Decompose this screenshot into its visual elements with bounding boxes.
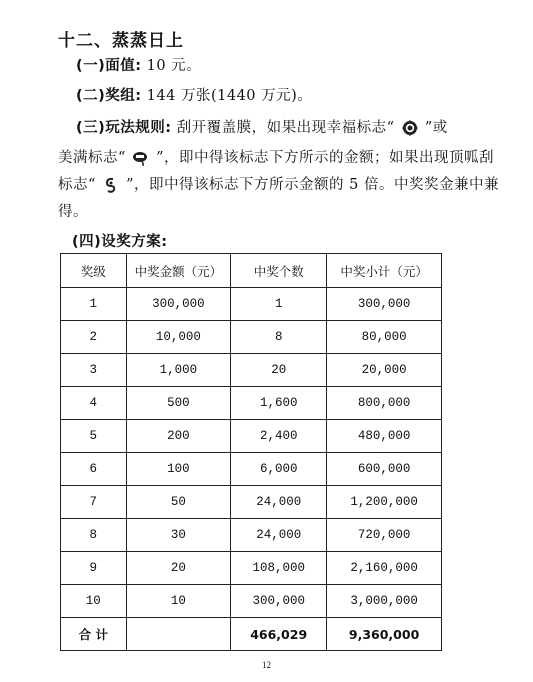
prize-level: 4 bbox=[61, 387, 127, 420]
prize-subtotal: 1,200,000 bbox=[327, 486, 442, 519]
prize-subtotal: 3,000,000 bbox=[327, 585, 442, 618]
total-count: 466,029 bbox=[231, 618, 327, 651]
rules-label: (三)玩法规则: bbox=[76, 120, 172, 136]
table-row bbox=[61, 387, 442, 420]
prize-amount: 100 bbox=[126, 453, 231, 486]
prize-count: 24,000 bbox=[231, 486, 327, 519]
prize-count: 20 bbox=[231, 354, 327, 387]
prize-amount: 30 bbox=[126, 519, 231, 552]
table-row bbox=[61, 321, 442, 354]
prize-level: 10 bbox=[61, 585, 127, 618]
rules-text-3a: 标志“ bbox=[58, 177, 96, 193]
prize-level: 7 bbox=[61, 486, 127, 519]
face-value-line bbox=[76, 56, 201, 76]
rules-line-1 bbox=[76, 118, 448, 138]
prize-count: 24,000 bbox=[231, 519, 327, 552]
prize-group-line bbox=[76, 86, 312, 106]
prize-count: 300,000 bbox=[231, 585, 327, 618]
prize-count: 2,400 bbox=[231, 420, 327, 453]
rules-line-4: 得。 bbox=[58, 204, 88, 220]
prize-subtotal: 480,000 bbox=[327, 420, 442, 453]
prize-group-value: 144 万张(1440 万元)。 bbox=[146, 88, 313, 104]
rules-line-3 bbox=[58, 175, 499, 195]
rules-text-2b: ”，即中得该标志下方所示的金额；如果出现顶呱刮 bbox=[156, 150, 495, 166]
prize-amount: 500 bbox=[126, 387, 231, 420]
header-count: 中奖个数 bbox=[231, 254, 327, 288]
rules-line-2 bbox=[58, 148, 494, 168]
prize-subtotal: 80,000 bbox=[327, 321, 442, 354]
fulfillment-symbol-icon bbox=[132, 150, 150, 166]
prize-amount: 10 bbox=[126, 585, 231, 618]
top-scratch-symbol-icon bbox=[102, 177, 120, 193]
prize-amount: 20 bbox=[126, 552, 231, 585]
section-heading: 十二、蒸蒸日上 bbox=[58, 31, 184, 51]
rules-text-1: 刮开覆盖膜，如果出现幸福标志“ bbox=[176, 120, 395, 136]
total-subtotal: 9,360,000 bbox=[327, 618, 442, 651]
prize-subtotal: 800,000 bbox=[327, 387, 442, 420]
prize-level: 3 bbox=[61, 354, 127, 387]
rules-text-2a: 美满标志“ bbox=[58, 150, 126, 166]
rules-text-1b: ”或 bbox=[424, 120, 448, 136]
header-amount: 中奖金额（元） bbox=[126, 254, 231, 288]
page-number: 12 bbox=[262, 660, 271, 670]
prize-count: 1,600 bbox=[231, 387, 327, 420]
prize-subtotal: 720,000 bbox=[327, 519, 442, 552]
table-header-row bbox=[61, 254, 442, 288]
prize-subtotal: 600,000 bbox=[327, 453, 442, 486]
table-row bbox=[61, 552, 442, 585]
prize-count: 108,000 bbox=[231, 552, 327, 585]
rules-text-3b: ”，即中得该标志下方所示金额的 5 倍。中奖奖金兼中兼 bbox=[126, 177, 499, 193]
face-value-label: (一)面值: bbox=[76, 58, 142, 74]
prize-level: 8 bbox=[61, 519, 127, 552]
prize-amount: 200 bbox=[126, 420, 231, 453]
happiness-symbol-icon bbox=[401, 120, 419, 136]
table-row bbox=[61, 585, 442, 618]
table-row bbox=[61, 486, 442, 519]
total-row bbox=[61, 618, 442, 651]
header-subtotal: 中奖小计（元） bbox=[327, 254, 442, 288]
table-row bbox=[61, 453, 442, 486]
face-value: 10 元。 bbox=[146, 58, 202, 74]
prize-count: 6,000 bbox=[231, 453, 327, 486]
prize-amount: 50 bbox=[126, 486, 231, 519]
table-row bbox=[61, 354, 442, 387]
prize-amount: 1,000 bbox=[126, 354, 231, 387]
prize-group-label: (二)奖组: bbox=[76, 88, 142, 104]
prize-amount: 10,000 bbox=[126, 321, 231, 354]
prize-table bbox=[60, 253, 442, 651]
prize-plan-label: (四)设奖方案: bbox=[72, 234, 168, 250]
total-label: 合 计 bbox=[61, 618, 127, 651]
prize-level: 1 bbox=[61, 288, 127, 321]
total-amount bbox=[126, 618, 231, 651]
prize-count: 8 bbox=[231, 321, 327, 354]
prize-level: 5 bbox=[61, 420, 127, 453]
prize-subtotal: 20,000 bbox=[327, 354, 442, 387]
table-row bbox=[61, 288, 442, 321]
prize-subtotal: 300,000 bbox=[327, 288, 442, 321]
prize-amount: 300,000 bbox=[126, 288, 231, 321]
header-level: 奖级 bbox=[61, 254, 127, 288]
prize-count: 1 bbox=[231, 288, 327, 321]
table-row bbox=[61, 420, 442, 453]
prize-level: 2 bbox=[61, 321, 127, 354]
prize-level: 6 bbox=[61, 453, 127, 486]
table-row bbox=[61, 519, 442, 552]
prize-subtotal: 2,160,000 bbox=[327, 552, 442, 585]
prize-level: 9 bbox=[61, 552, 127, 585]
